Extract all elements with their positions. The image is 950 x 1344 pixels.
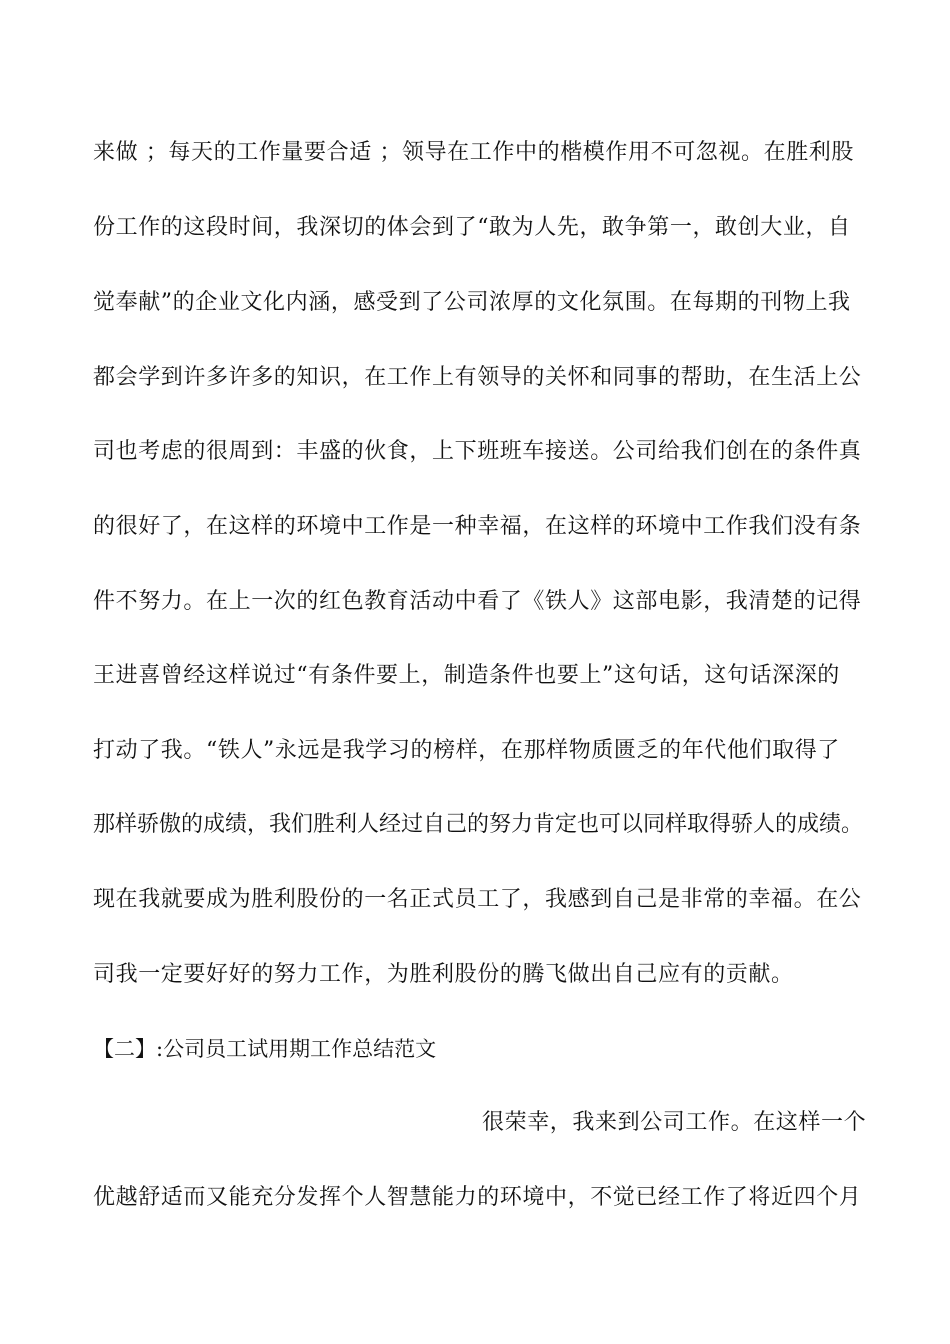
paragraph-line: 王进喜曾经这样说过“有条件要上，制造条件也要上”这句话，这句话深深的	[93, 663, 840, 688]
paragraph-line: 件不努力。在上一次的红色教育活动中看了《铁人》这部电影，我清楚的记得	[93, 589, 862, 614]
paragraph-line: 打动了我。“铁人”永远是我学习的榜样，在那样物质匮乏的年代他们取得了	[93, 738, 840, 763]
paragraph-line: 都会学到许多许多的知识，在工作上有领导的关怀和同事的帮助，在生活上公	[93, 365, 862, 390]
section-paragraph-line: 优越舒适而又能充分发挥个人智慧能力的环境中，不觉已经工作了将近四个月	[93, 1185, 862, 1210]
paragraph-line: 的很好了，在这样的环境中工作是一种幸福，在这样的环境中工作我们没有条	[93, 514, 862, 539]
section-heading: 【二】:公司员工试用期工作总结范文	[93, 1037, 437, 1061]
paragraph-line: 觉奉献”的企业文化内涵，感受到了公司浓厚的文化氛围。在每期的刊物上我	[93, 290, 851, 315]
paragraph-line: 份工作的这段时间，我深切的体会到了“敢为人先，敢争第一，敢创大业，自	[93, 215, 851, 240]
section-paragraph-line: 很荣幸，我来到公司工作。在这样一个	[482, 1110, 867, 1135]
paragraph-line: 来做 ；每天的工作量要合适 ；领导在工作中的楷模作用不可忽视。在胜利股	[93, 140, 854, 165]
paragraph-line: 那样骄傲的成绩，我们胜利人经过自己的努力肯定也可以同样取得骄人的成绩。	[93, 812, 864, 837]
paragraph-line: 现在我就要成为胜利股份的一名正式员工了，我感到自己是非常的幸福。在公	[93, 887, 862, 912]
paragraph-line: 司我一定要好好的努力工作，为胜利股份的腾飞做出自己应有的贡献。	[93, 962, 794, 987]
paragraph-line: 司也考虑的很周到：丰盛的伙食，上下班班车接送。公司给我们创在的条件真	[93, 439, 862, 464]
